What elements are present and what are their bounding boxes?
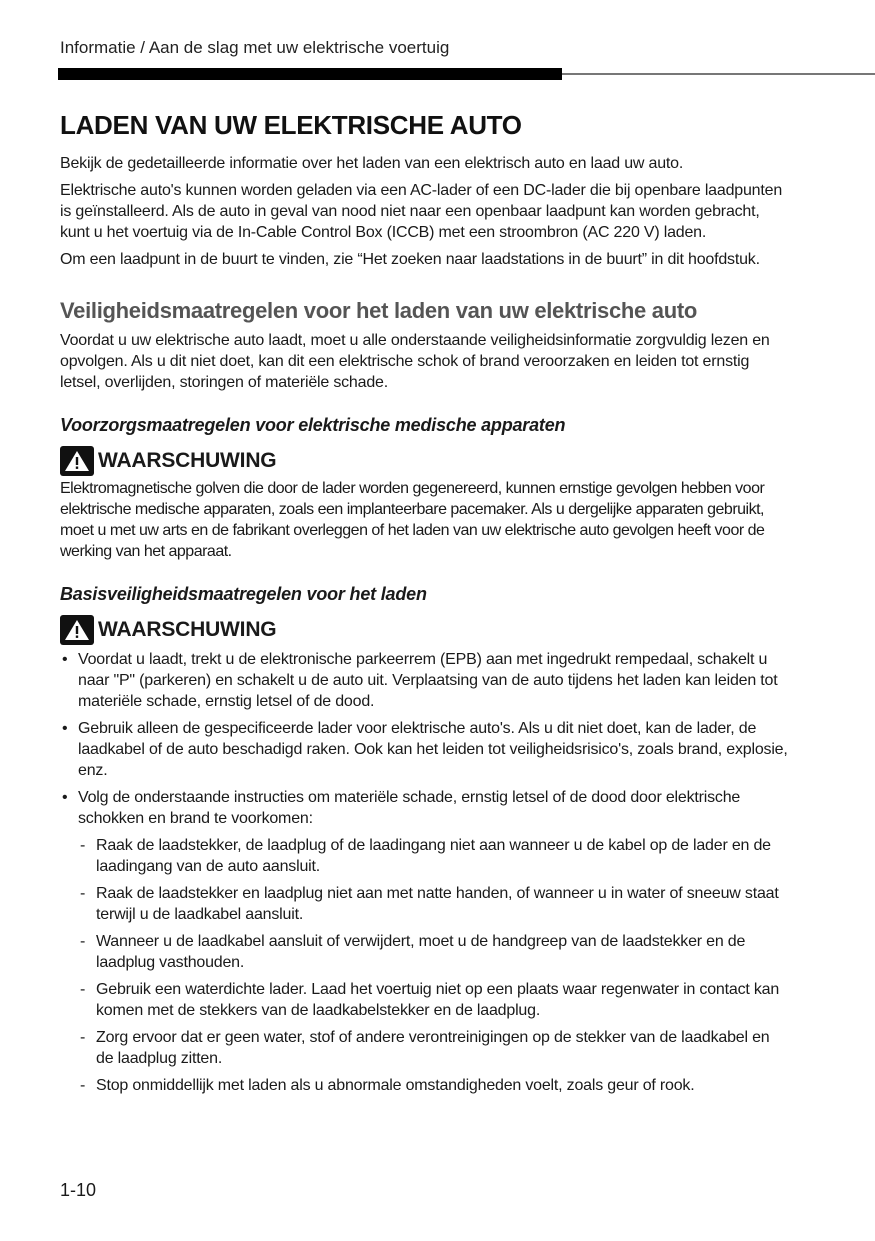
subsection-heading: Basisveiligheidsmaatregelen voor het laden (60, 584, 427, 604)
list-item: • Gebruik alleen de gespecificeerde lader voor elektrische auto's. Als u dit niet doet, kan de lader, de laadkabel of de auto beschadigd raken. Ook kan het leiden tot veiligheidsrisico's, zoals brand, explosie, enz. (60, 718, 788, 781)
sub-list-item: - Zorg ervoor dat er geen water, stof of andere verontreinigingen op de stekker van de laadkabel en de laadplug zitten. (60, 1027, 788, 1069)
warning-text: Elektromagnetische golven die door de lader worden gegenereerd, kunnen ernstige gevolgen hebben voor elektrische medische apparaten, zoals een implanteerbare pacemaker. Als u dergelijke apparaten gebruikt, moet u met uw arts en de fabrikant overleggen of het laden van uw elektrische auto gevolgen heeft voor de werking van het apparaat. (60, 480, 765, 560)
breadcrumb: Informatie / Aan de slag met uw elektrische voertuig (60, 38, 450, 57)
sub-list-item: - Raak de laadstekker, de laadplug of de laadingang niet aan wanneer u de kabel op de lader en de laadingang van de auto aansluit. (60, 835, 788, 877)
header-bar (58, 68, 562, 80)
warning-label: WAARSCHUWING (98, 618, 277, 641)
sub-list-item: - Wanneer u de laadkabel aansluit of verwijdert, moet u de handgreep van de laadstekker en de laadplug vasthouden. (60, 931, 788, 973)
list-item: • Voordat u laadt, trekt u de elektronische parkeerrem (EPB) aan met ingedrukt rempedaal, schakelt u naar "P" (parkeren) en schakelt u de auto uit. Verplaatsing van de auto tijdens het laden kan leiden tot materiële schade, ernstig letsel of de dood. (60, 649, 788, 712)
list-item: • Volg de onderstaande instructies om materiële schade, ernstig letsel of de dood door elektrische schokken en brand te voorkomen: (60, 787, 788, 829)
section-heading: Veiligheidsmaatregelen voor het laden van uw elektrische auto (60, 298, 698, 323)
intro-paragraph: Bekijk de gedetailleerde informatie over het laden van een elektrisch auto en laad uw auto. (60, 155, 684, 172)
subsection-heading: Voorzorgsmaatregelen voor elektrische medische apparaten (60, 415, 566, 435)
section-text: Voordat u uw elektrische auto laadt, moet u alle onderstaande veiligheidsinformatie zorgvuldig lezen en opvolgen. Als u dit niet doet, kan dit een elektrische schok of brand veroorzaken en leiden tot ernstig letsel, overlijden, storingen of materiële schade. (60, 332, 770, 391)
page-content (60, 110, 788, 1102)
warning-header (60, 615, 788, 645)
header-rule (562, 73, 875, 75)
intro-paragraph: Elektrische auto's kunnen worden geladen via een AC-lader of een DC-lader die bij openbare laadpunten is geïnstalleerd. Als de auto in geval van nood niet naar een openbaar laadpunt kan worden gebracht, kunt u het voertuig via de In-Cable Control Box (ICCB) met een stroombron (AC 220 V) laden. (60, 182, 783, 241)
sub-list-item: - Stop onmiddellijk met laden als u abnormale omstandigheden voelt, zoals geur of rook. (60, 1075, 788, 1096)
warning-label: WAARSCHUWING (98, 449, 277, 472)
page-title: LADEN VAN UW ELEKTRISCHE AUTO (60, 110, 522, 140)
page-number: 1-10 (60, 1180, 97, 1200)
sub-list-item: - Gebruik een waterdichte lader. Laad het voertuig niet op een plaats waar regenwater in contact kan komen met de stekkers van de laadkabelstekker en de laadplug. (60, 979, 788, 1021)
intro-paragraph: Om een laadpunt in de buurt te vinden, zie “Het zoeken naar laadstations in de buurt” in dit hoofdstuk. (60, 251, 760, 268)
warning-header (60, 446, 788, 476)
warning-triangle-icon (60, 446, 94, 476)
sub-list-item: - Raak de laadstekker en laadplug niet aan met natte handen, of wanneer u in water of sneeuw staat terwijl u de laadkabel aansluit. (60, 883, 788, 925)
warning-triangle-icon (60, 615, 94, 645)
warning-list (60, 649, 788, 1096)
